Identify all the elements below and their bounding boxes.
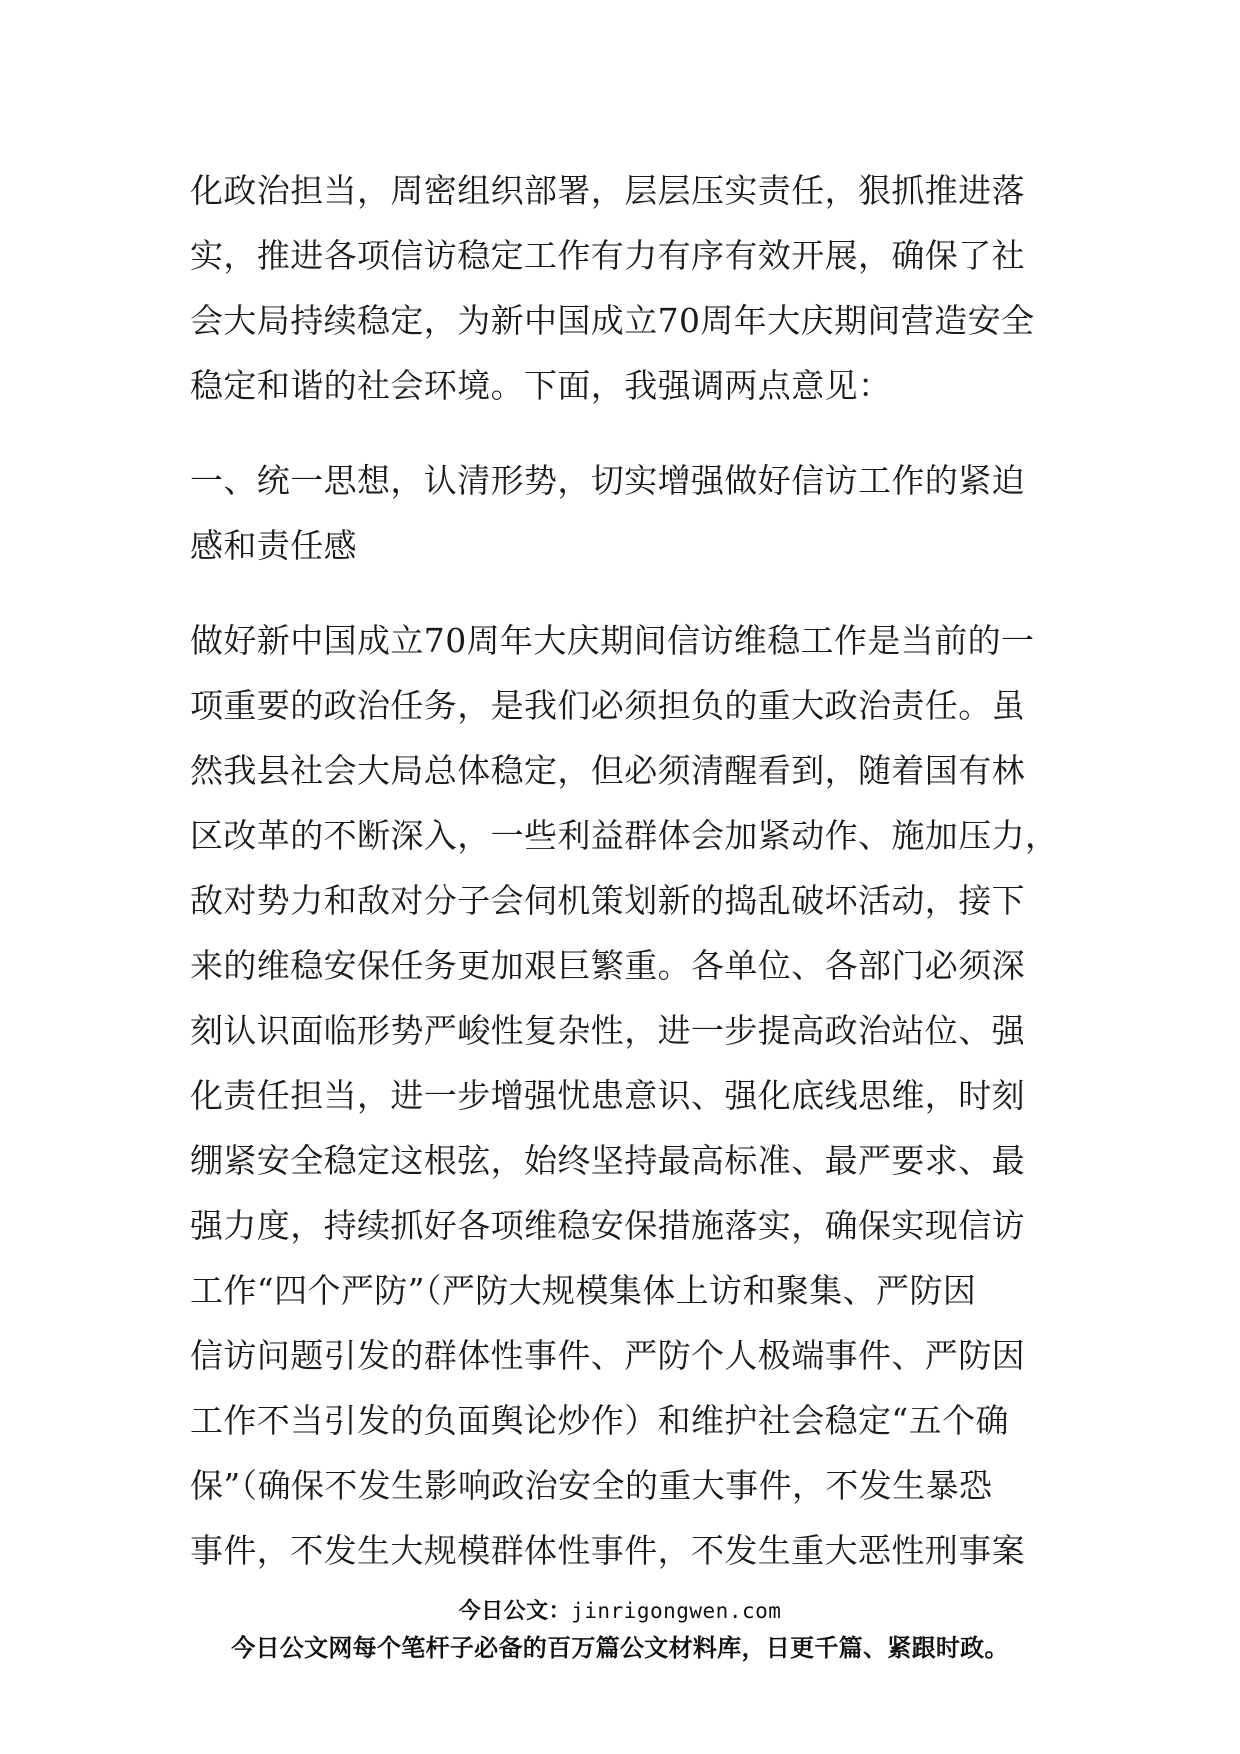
text-line: 做好新中国成立70周年大庆期间信访维稳工作是当前的一 — [190, 621, 1035, 660]
text-line: 刻认识面临形势严峻性复杂性，进一步提高政治站位、强 — [190, 1011, 1025, 1050]
text-line: 化政治担当，周密组织部署，层层压实责任，狠抓推进落 — [190, 171, 1025, 210]
text-line: 来的维稳安保任务更加艰巨繁重。各单位、各部门必须深 — [190, 946, 1025, 985]
footer-tagline: 今日公文网每个笔杆子必备的百万篇公文材料库，日更千篇、紧跟时政。 — [231, 1634, 1009, 1662]
paragraph-section-1-body — [190, 608, 1059, 1583]
text-line: 实，推进各项信访稳定工作有力有序有效开展，确保了社 — [190, 236, 1025, 275]
text-line: 信访问题引发的群体性事件、严防个人极端事件、严防因 — [190, 1336, 1025, 1375]
paragraph-intro-continuation — [190, 158, 1050, 418]
text-line: 保”（确保不发生影响政治安全的重大事件，不发生暴恐 — [190, 1466, 993, 1505]
text-line: 会大局持续稳定，为新中国成立70周年大庆期间营造安全 — [190, 301, 1035, 340]
section-heading-1 — [190, 448, 1050, 578]
paragraph-spacer — [190, 418, 1050, 448]
heading-line: 一、统一思想，认清形势，切实增强做好信访工作的紧迫 — [190, 461, 1025, 500]
text-line: 化责任担当，进一步增强忧患意识、强化底线思维，时刻 — [190, 1076, 1025, 1115]
text-line: 稳定和谐的社会环境。下面，我强调两点意见： — [190, 366, 892, 405]
text-line: 强力度，持续抓好各项维稳安保措施落实，确保实现信访 — [190, 1206, 1025, 1245]
document-body — [190, 158, 1059, 1583]
text-line: 然我县社会大局总体稳定，但必须清醒看到，随着国有林 — [190, 751, 1025, 790]
text-line: 事件，不发生大规模群体性事件，不发生重大恶性刑事案 — [190, 1531, 1025, 1570]
text-line: 工作“四个严防”（严防大规模集体上访和聚集、严防因 — [190, 1271, 977, 1310]
text-line: 区改革的不断深入，一些利益群体会加紧动作、施加压力， — [190, 816, 1059, 855]
footer-site-url[interactable]: jinrigongwen.com — [571, 1599, 782, 1623]
paragraph-spacer — [190, 578, 1050, 608]
heading-line: 感和责任感 — [190, 526, 357, 565]
text-line: 敌对势力和敌对分子会伺机策划新的捣乱破坏活动，接下 — [190, 881, 1025, 920]
footer-site — [0, 1594, 1240, 1625]
text-line: 工作不当引发的负面舆论炒作）和维护社会稳定“五个确 — [190, 1401, 1009, 1440]
text-line: 绷紧安全稳定这根弦，始终坚持最高标准、最严要求、最 — [190, 1141, 1025, 1180]
footer-site-label: 今日公文： — [458, 1599, 572, 1624]
text-line: 项重要的政治任务，是我们必须担负的重大政治责任。虽 — [190, 686, 1025, 725]
